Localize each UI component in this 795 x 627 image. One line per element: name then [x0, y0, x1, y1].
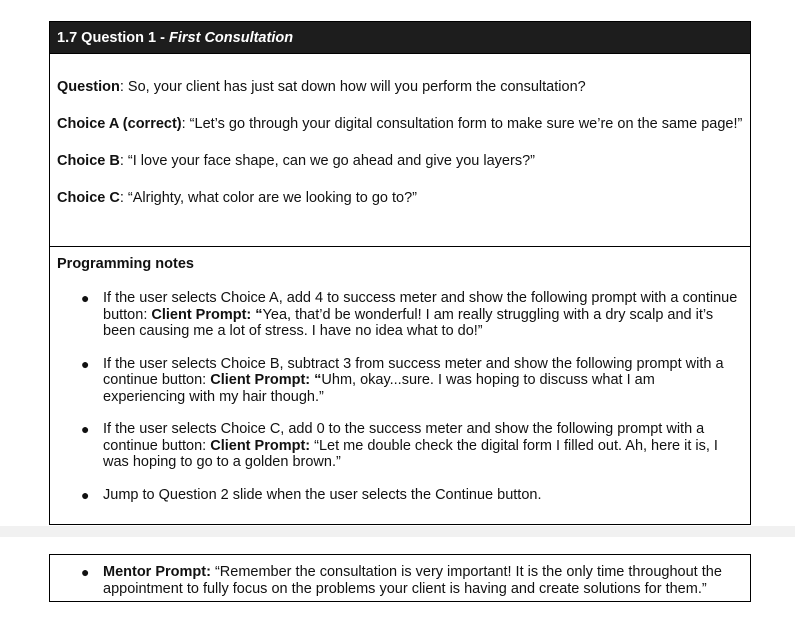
- programming-notes-cell: [50, 247, 750, 503]
- choice-b-line: [57, 152, 743, 170]
- choice-a-text: : “Let’s go through your digital consultation form to make sure we’re on the same page!”: [181, 116, 743, 132]
- note-lead: If the user selects Choice B, subtract 3 from success meter and show the following prompt with a continue button:: [103, 355, 724, 388]
- question-cell: [50, 54, 750, 247]
- list-item: [57, 290, 743, 340]
- choice-b-text: : “I love your face shape, can we go ahead and give you layers?”: [119, 153, 535, 169]
- choice-c-line: [57, 189, 743, 207]
- mentor-list: [57, 564, 743, 597]
- question-text: : So, your client has just sat down how will you perform the consultation?: [119, 79, 586, 95]
- client-prompt-text: Uhm, okay...sure. I was hoping to discuss what I am experiencing with my hair though.”: [103, 372, 655, 405]
- client-prompt-label: Client Prompt: “: [210, 372, 322, 388]
- bullet-icon: ●: [81, 486, 90, 503]
- client-prompt-text: “Let me double check the digital form I filled out. Ah, here it is, I was hoping to go to a golden brown.”: [103, 437, 718, 470]
- section-header: [50, 22, 750, 54]
- mentor-prompt-label: Mentor Prompt:: [103, 564, 211, 580]
- question-line: [57, 78, 743, 96]
- choice-a-label: Choice A (correct): [57, 116, 182, 132]
- section-number: 1.7 Question 1: [57, 30, 157, 46]
- programming-notes-list: [57, 290, 743, 503]
- question-table: [49, 21, 751, 525]
- client-prompt-label: Client Prompt:: [210, 437, 311, 454]
- client-prompt-label: Client Prompt: “: [151, 306, 263, 323]
- choice-b-label: Choice B: [57, 153, 120, 169]
- list-item: [57, 356, 743, 406]
- section-separator: -: [156, 30, 170, 46]
- client-prompt-text: Yea, that’d be wonderful! I am really struggling with a dry scalp and it’s been causing me a lot of stress. I have no idea what to do!”: [103, 306, 714, 339]
- choice-a-line: [57, 115, 743, 133]
- section-subtitle: First Consultation: [169, 30, 294, 46]
- choice-c-label: Choice C: [57, 190, 120, 206]
- mentor-prompt-text: “Remember the consultation is very important! It is the only time throughout the appointment to fully focus on the problems your client is having and create solutions for them.”: [103, 564, 722, 597]
- note-lead: Jump to Question 2 slide when the user selects the Continue button.: [103, 486, 542, 503]
- list-item: [57, 421, 743, 471]
- bullet-icon: ●: [81, 290, 90, 306]
- note-lead: If the user selects Choice C, add 0 to the success meter and show the following prompt with a continue button:: [103, 421, 705, 454]
- mentor-table: [49, 554, 751, 602]
- document-page-2: [0, 537, 795, 627]
- bullet-icon: ●: [81, 564, 90, 580]
- question-label: Question: [57, 79, 120, 95]
- list-item: [57, 487, 743, 504]
- choice-c-text: : “Alrighty, what color are we looking to go to?”: [119, 190, 417, 206]
- programming-notes-title: Programming notes: [57, 256, 194, 272]
- list-item: [57, 564, 743, 597]
- bullet-icon: ●: [81, 355, 90, 372]
- bullet-icon: ●: [81, 421, 90, 437]
- note-lead: If the user selects Choice A, add 4 to success meter and show the following prompt with a continue button:: [103, 290, 738, 323]
